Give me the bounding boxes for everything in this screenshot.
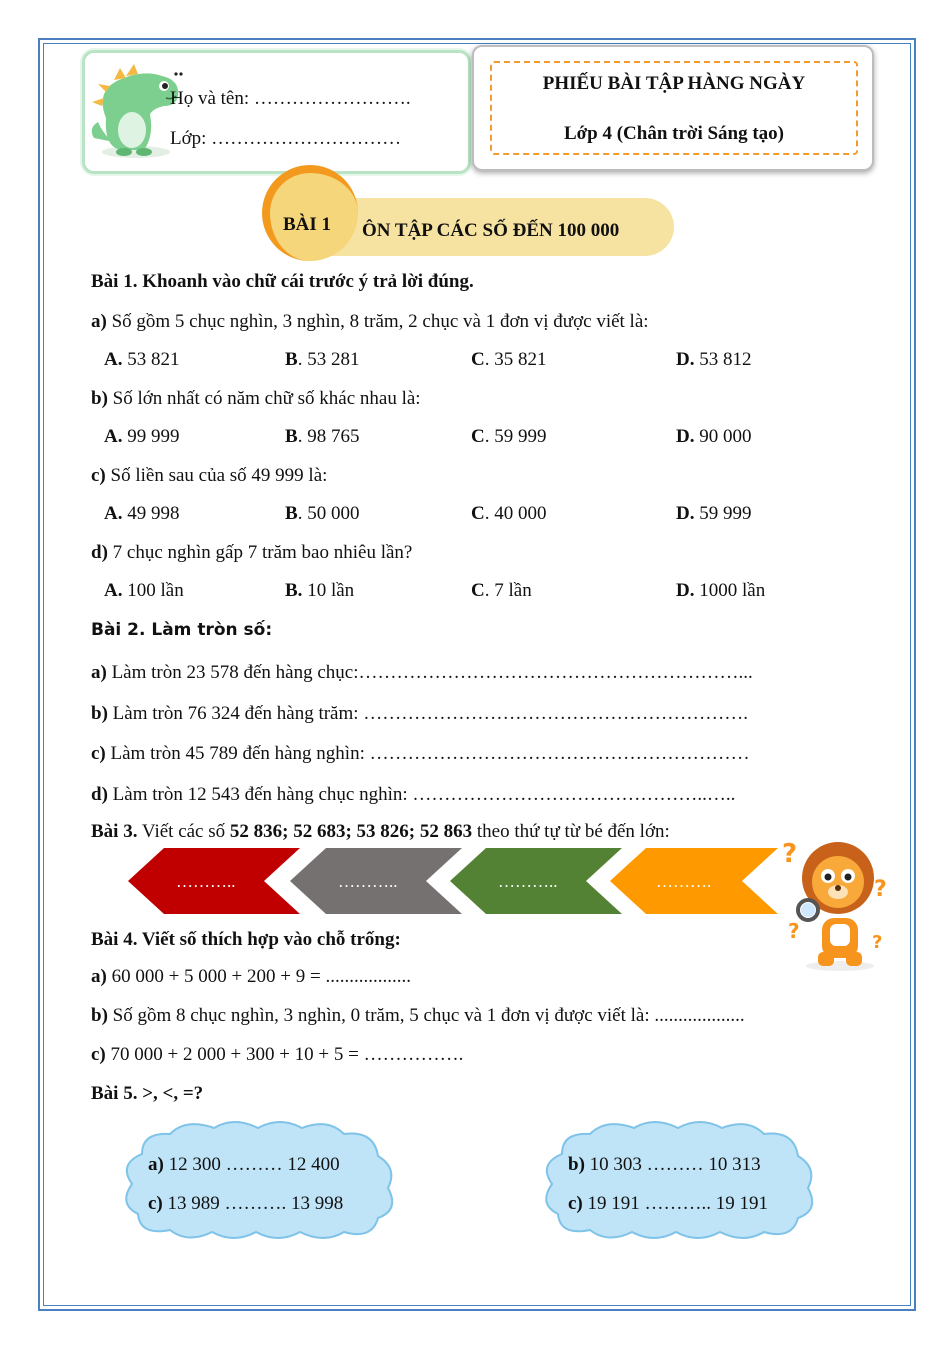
lesson-title: ÔN TẬP CÁC SỐ ĐẾN 100 000 (362, 220, 620, 241)
ex1d-option-c[interactable]: C. 7 lần (471, 580, 532, 601)
ex1b-option-d[interactable]: D. 90 000 (676, 426, 752, 447)
ex5-title: Bài 5. >, <, =? (91, 1083, 204, 1104)
ex1-question-c: c) Số liền sau của số 49 999 là: (91, 465, 328, 486)
ex4-title: Bài 4. Viết số thích hợp vào chỗ trống: (91, 929, 401, 950)
dashed-border (490, 61, 858, 155)
svg-text:?: ? (874, 877, 887, 902)
ex1c-option-b[interactable]: B. 50 000 (285, 503, 360, 524)
ex1-question-b: b) Số lớn nhất có năm chữ số khác nhau là: (91, 388, 421, 409)
ex1b-option-c[interactable]: C. 59 999 (471, 426, 547, 447)
ex2-item-c[interactable]: c) Làm tròn 45 789 đến hàng nghìn: …………………………………………………… (91, 743, 750, 764)
ex1a-option-b[interactable]: B. 53 281 (285, 349, 360, 370)
ex4-item-a[interactable]: a) 60 000 + 5 000 + 200 + 9 = .................. (91, 966, 411, 987)
ex1a-option-a[interactable]: A. 53 821 (104, 349, 180, 370)
ex1d-option-d[interactable]: D. 1000 lần (676, 580, 766, 601)
worksheet-title-box (472, 45, 874, 171)
ex1-question-a: a) Số gồm 5 chục nghìn, 3 nghìn, 8 trăm, 2 chục và 1 đơn vị được viết là: (91, 311, 649, 332)
ex1d-option-b[interactable]: B. 10 lần (285, 580, 355, 601)
ex2-title: Bài 2. Làm tròn số: (91, 620, 273, 640)
ex1-question-d: d) 7 chục nghìn gấp 7 trăm bao nhiêu lần? (91, 542, 413, 563)
ex1c-option-a[interactable]: A. 49 998 (104, 503, 180, 524)
left-cloud (122, 1118, 410, 1242)
ex1c-option-c[interactable]: C. 40 000 (471, 503, 547, 524)
ex5-right-b[interactable]: b) 10 303 ……… 10 313 (568, 1154, 761, 1175)
ex1a-option-c[interactable]: C. 35 821 (471, 349, 547, 370)
svg-text:?: ? (788, 919, 800, 943)
ex2-item-b[interactable]: b) Làm tròn 76 324 đến hàng trăm: ……………………………………………………. (91, 703, 749, 724)
order-blank-4[interactable]: ………. (656, 872, 712, 891)
svg-text:?: ? (782, 839, 798, 869)
ex5-left-a[interactable]: a) 12 300 ……… 12 400 (148, 1154, 340, 1175)
lesson-number: BÀI 1 (283, 214, 332, 235)
ex4-item-c[interactable]: c) 70 000 + 2 000 + 300 + 10 + 5 = ……………. (91, 1044, 464, 1065)
order-blank-1[interactable]: ……….. (176, 872, 236, 891)
worksheet-title: PHIẾU BÀI TẬP HÀNG NGÀY (542, 73, 806, 94)
worksheet-subtitle: Lớp 4 (Chân trời Sáng tạo) (563, 123, 785, 144)
ex2-item-d[interactable]: d) Làm tròn 12 543 đến hàng chục nghìn: ………………………………………..….. (91, 784, 736, 805)
order-blank-3[interactable]: ……….. (498, 872, 558, 891)
order-blank-2[interactable]: ……….. (338, 872, 398, 891)
ex5-left-c[interactable]: c) 13 989 ………. 13 998 (148, 1193, 344, 1214)
name-field[interactable]: Họ và tên: ……………………. (170, 88, 411, 109)
ex1-title: Bài 1. Khoanh vào chữ cái trước ý trả lời đúng. (91, 271, 474, 292)
svg-text:?: ? (872, 932, 883, 953)
ex1b-option-b[interactable]: B. 98 765 (285, 426, 360, 447)
lesson-number-badge (262, 165, 358, 261)
ex1b-option-a[interactable]: A. 99 999 (104, 426, 180, 447)
ex2-item-a[interactable]: a) Làm tròn 23 578 đến hàng chục:……………………………………………………... (91, 662, 753, 683)
right-cloud (542, 1118, 830, 1242)
class-field[interactable]: Lớp: ………………………… (170, 128, 402, 149)
ex3-prompt: Bài 3. Viết các số 52 836; 52 683; 53 826; 52 863 theo thứ tự từ bé đến lớn: (91, 821, 670, 842)
ex4-item-b[interactable]: b) Số gồm 8 chục nghìn, 3 nghìn, 0 trăm, 5 chục và 1 đơn vị được viết là: ................... (91, 1005, 745, 1026)
ex1c-option-d[interactable]: D. 59 999 (676, 503, 752, 524)
ex5-right-c[interactable]: c) 19 191 ……….. 19 191 (568, 1193, 769, 1214)
lion-detective-illustration (778, 826, 900, 972)
ex1a-option-d[interactable]: D. 53 812 (676, 349, 752, 370)
ex1d-option-a[interactable]: A. 100 lần (104, 580, 184, 601)
